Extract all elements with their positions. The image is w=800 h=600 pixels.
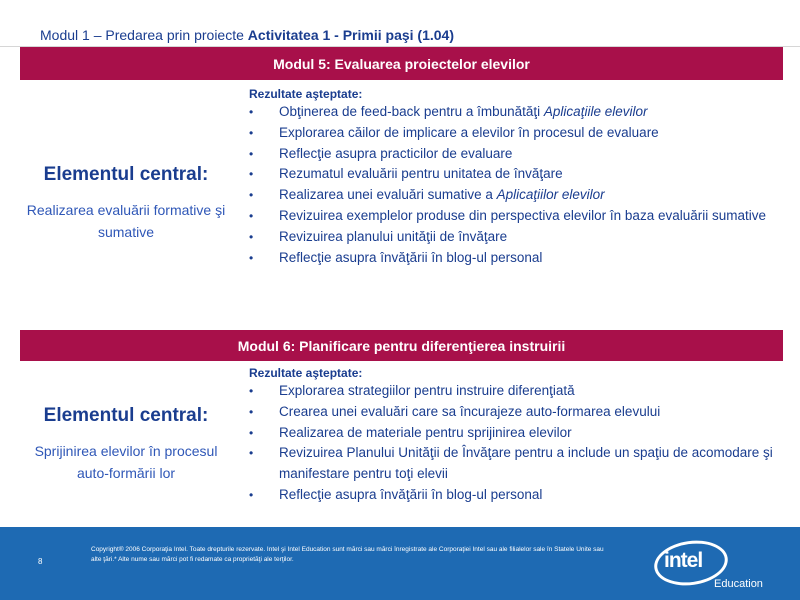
page-number: 8 [38,557,43,566]
list-item [249,423,789,444]
list-item-text: Revizuirea exemplelor produse din perspectiva elevilor în baza evaluării sumative [279,207,766,223]
module6-central-title: Elementul central: [43,405,209,426]
list-item [249,102,789,123]
list-item-text: Realizarea de materiale pentru sprijinirea elevilor [279,424,572,440]
bullet-icon: • [249,167,254,182]
list-item [249,185,789,206]
bullet-icon: • [249,404,254,419]
intel-education-logo [654,537,764,595]
list-item-text: Explorarea căilor de implicare a elevilor în procesul de evaluare [279,124,659,140]
list-item-italic: Aplicaţiile elevilor [543,104,648,119]
list-item [249,206,789,227]
list-item [249,485,789,506]
list-item-text: Revizuirea planului unităţii de învăţare [279,228,508,244]
bullet-icon: • [249,250,254,265]
list-item-text: Crearea unei evaluări care sa încurajeze auto-formarea elevului [279,403,661,419]
module6-central-element [20,405,232,484]
bullet-icon: • [249,125,254,140]
module6-results [249,365,789,506]
list-item [249,381,789,402]
list-item [249,164,789,185]
list-item-text: Explorarea strategiilor pentru instruire diferenţiată [279,383,575,398]
list-item-text: Reflecţie asupra învăţării în blog-ul personal [279,249,543,265]
module6-results-title: Rezultate aşteptate: [249,366,363,380]
slide-title [40,27,454,43]
list-item [249,402,789,423]
module5-results-list [249,102,789,268]
bullet-icon: • [249,487,254,502]
list-item-text: Obţinerea de feed-back pentru a îmbunătăţi [279,104,544,119]
list-item [249,443,789,485]
bullet-icon: • [249,229,254,244]
module5-central-element [20,164,232,243]
list-item-italic: Aplicaţiilor elevilor [496,187,605,203]
module5-central-desc: Realizarea evaluării formative şi sumative [26,202,226,240]
module6-central-desc: Sprijinirea elevilor în procesul auto-formării lor [34,443,218,481]
logo-word: intel [664,549,703,572]
bullet-icon: • [249,105,254,119]
list-item-text: Realizarea unei evaluări sumative a [279,187,497,203]
module5-results [249,86,789,268]
slide-title-activity: Activitatea 1 - Primii paşi (1.04) [247,27,454,43]
slide-title-prefix: Modul 1 – Predarea prin proiecte [40,27,248,43]
module5-central-title: Elementul central: [43,164,209,185]
list-item [249,248,789,269]
bullet-icon: • [249,425,254,440]
module6-title-bar [20,330,783,361]
module5-title-bar [20,47,783,80]
bullet-icon: • [249,188,254,203]
module6-title: Modul 6: Planificare pentru diferenţierea instruirii [237,337,566,354]
bullet-icon: • [249,208,254,223]
list-item-text: Reflecţie asupra practicilor de evaluare [279,145,513,161]
bullet-icon: • [249,446,254,461]
list-item-text: Revizuirea Planului Unităţii de Învăţare pentru a include un spaţiu de acomodare şi manifestare pentru toţi elevii [279,445,773,482]
list-item [249,227,789,248]
bullet-icon: • [249,384,254,398]
footer-band [0,527,800,600]
module6-results-list [249,381,789,506]
list-item-text: Reflecţie asupra învăţării în blog-ul personal [279,486,543,502]
copyright-text: Copyright® 2006 Corporaţia Intel. Toate drepturile rezervate. Intel şi Intel Education sunt mărci sau mărci înregistrate ale Corporaţiei Intel sau ale filialelor sale în Statele Unite sau alte ţări.* Alte nume sau mărci pot fi redamate ca proprietăţi ale terţilor. [91,546,604,563]
list-item [249,144,789,165]
list-item-text: Rezumatul evaluării pentru unitatea de învăţare [279,166,563,182]
module5-title: Modul 5: Evaluarea proiectelor elevilor [273,55,530,72]
logo-sub: Education [714,578,763,590]
bullet-icon: • [249,146,254,161]
module5-results-title: Rezultate aşteptate: [249,87,363,101]
list-item [249,123,789,144]
